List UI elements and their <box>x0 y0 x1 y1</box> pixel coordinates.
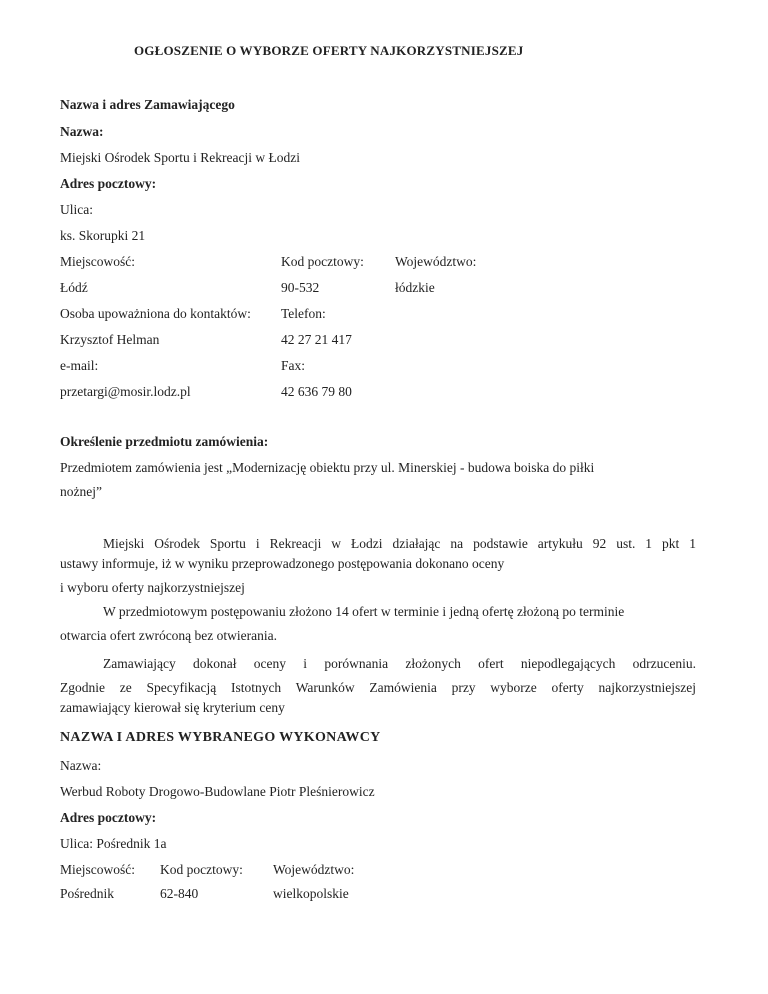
subject-line-1: Przedmiotem zamówienia jest „Modernizację obiektu przy ul. Minerskiej - budowa boiska do piłki <box>60 460 595 475</box>
paragraph-1-line-2: ustawy informuje, iż w wyniku przeprowadzonego postępowania dokonano oceny <box>60 556 505 571</box>
paragraph-3-line-1: Zamawiający dokonał oceny i porównania złożonych ofert niepodlegających odrzuceniu. <box>103 656 696 671</box>
voivodeship-value: łódzkie <box>395 280 435 295</box>
contractor-street: Ulica: Pośrednik 1a <box>60 836 167 851</box>
phone-value: 42 27 21 417 <box>281 332 352 347</box>
contact-person-label: Osoba upoważniona do kontaktów: <box>60 306 251 321</box>
contractor-voivodeship-label: Województwo: <box>273 862 355 877</box>
postal-code-value: 90-532 <box>281 280 320 295</box>
fax-label: Fax: <box>281 358 306 373</box>
paragraph-3-line-3: zamawiający kierował się kryterium ceny <box>60 700 285 715</box>
paragraph-2-line-1: W przedmiotowym postępowaniu złożono 14 ofert w terminie i jedną ofertę złożoną po terminie <box>103 604 625 619</box>
contractor-voivodeship-value: wielkopolskie <box>273 886 349 901</box>
paragraph-2-line-2: otwarcia ofert zwróconą bez otwierania. <box>60 628 278 643</box>
subject-line-2: nożnej” <box>60 484 102 499</box>
authority-name: Miejski Ośrodek Sportu i Rekreacji w Łodzi <box>60 150 300 165</box>
contractor-heading: NAZWA I ADRES WYBRANEGO WYKONAWCY <box>60 730 381 745</box>
name-label: Nazwa: <box>60 124 104 139</box>
street-label: Ulica: <box>60 202 93 217</box>
contractor-city-value: Pośrednik <box>60 886 114 901</box>
contractor-address-label: Adres pocztowy: <box>60 810 157 825</box>
contractor-postal-code-label: Kod pocztowy: <box>160 862 243 877</box>
voivodeship-label: Województwo: <box>395 254 477 269</box>
street-value: ks. Skorupki 21 <box>60 228 146 243</box>
paragraph-1-line-1: Miejski Ośrodek Sportu i Rekreacji w Łodzi działając na podstawie artykułu 92 ust. 1 pkt 1 <box>103 536 696 551</box>
paragraph-1-line-3: i wyboru oferty najkorzystniejszej <box>60 580 245 595</box>
document-title: OGŁOSZENIE O WYBORZE OFERTY NAJKORZYSTNIEJSZEJ <box>134 43 524 58</box>
contracting-authority-heading: Nazwa i adres Zamawiającego <box>60 97 235 112</box>
contractor-name: Werbud Roboty Drogowo-Budowlane Piotr Pleśnierowicz <box>60 784 375 799</box>
fax-value: 42 636 79 80 <box>281 384 352 399</box>
city-label: Miejscowość: <box>60 254 135 269</box>
city-value: Łódź <box>60 280 88 295</box>
phone-label: Telefon: <box>281 306 326 321</box>
email-label: e-mail: <box>60 358 99 373</box>
contractor-postal-code-value: 62-840 <box>160 886 199 901</box>
email-value: przetargi@mosir.lodz.pl <box>60 384 191 399</box>
contractor-name-label: Nazwa: <box>60 758 102 773</box>
subject-heading: Określenie przedmiotu zamówienia: <box>60 434 269 449</box>
paragraph-3-line-2: Zgodnie ze Specyfikacją Istotnych Warunków Zamówienia przy wyborze oferty najkorzystniejszej <box>60 680 696 695</box>
contact-person-value: Krzysztof Helman <box>60 332 160 347</box>
postal-address-label: Adres pocztowy: <box>60 176 157 191</box>
postal-code-label: Kod pocztowy: <box>281 254 364 269</box>
contractor-city-label: Miejscowość: <box>60 862 135 877</box>
